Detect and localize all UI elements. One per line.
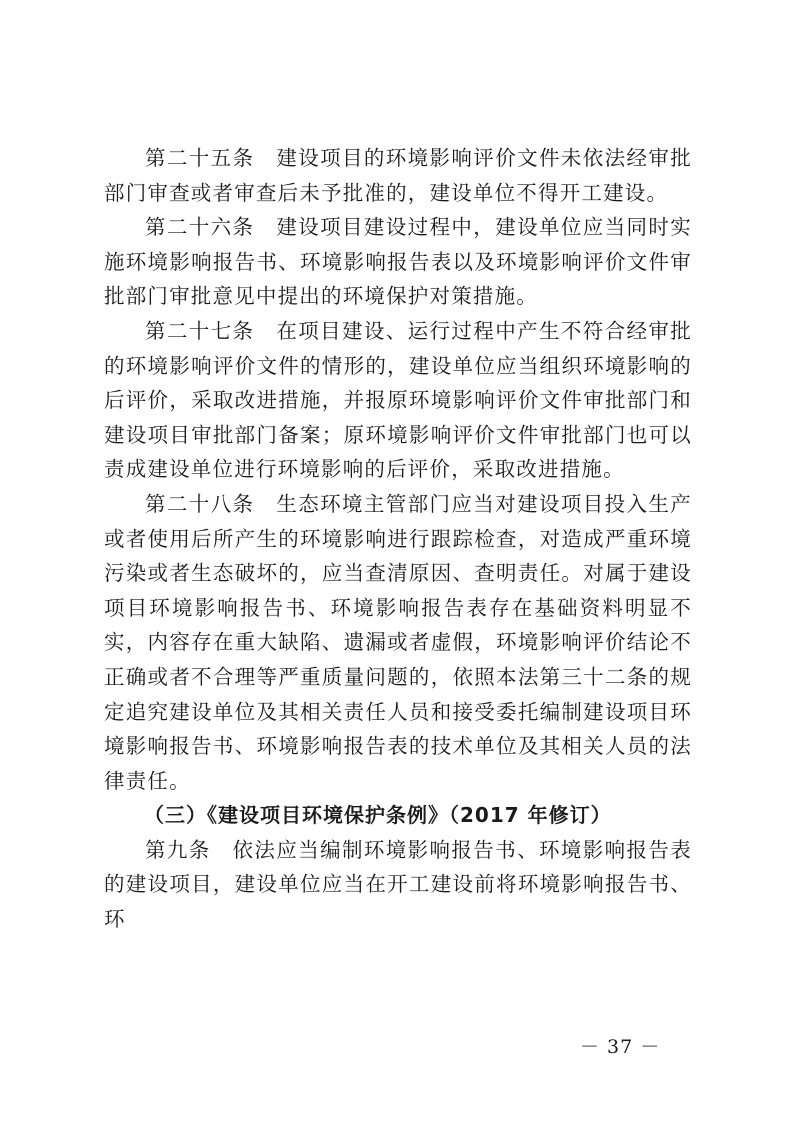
article-9-paragraph: 第九条 依法应当编制环境影响报告书、环境影响报告表的建设项目，建设单位应当在开工建设前将环境影响报告书、环 [104, 837, 692, 932]
article-27-paragraph: 第二十七条 在项目建设、运行过程中产生不符合经审批的环境影响评价文件的情形的，建设单位应当组织环境影响的后评价，采取改进措施，并报原环境影响评价文件审批部门和建设项目审批部门备案；原环境影响评价文件审批部门也可以责成建设单位进行环境影响的后评价，采取改进措施。 [104, 318, 692, 482]
article-28-paragraph: 第二十八条 生态环境主管部门应当对建设项目投入生产或者使用后所产生的环境影响进行跟踪检查，对造成严重环境污染或者生态破坏的，应当查清原因、查明责任。对属于建设项目环境影响报告书、环境影响报告表存在基础资料明显不实，内容存在重大缺陷、遗漏或者虚假，环境影响评价结论不正确或者不合理等严重质量问题的，依照本法第三十二条的规定追究建设单位及其相关责任人员和接受委托编制建设项目环境影响报告书、环境影响报告表的技术单位及其相关人员的法律责任。 [104, 491, 692, 793]
document-body [104, 141, 692, 937]
section-heading: （三）《建设项目环境保护条例》（2017 年修订） [144, 803, 612, 828]
page-number: － 37 － [580, 1036, 661, 1058]
article-25-paragraph: 第二十五条 建设项目的环境影响评价文件未依法经审批部门审查或者审查后未予批准的，建设单位不得开工建设。 [104, 146, 692, 205]
article-26-paragraph: 第二十六条 建设项目建设过程中，建设单位应当同时实施环境影响报告书、环境影响报告表以及环境影响评价文件审批部门审批意见中提出的环境保护对策措施。 [104, 215, 692, 309]
